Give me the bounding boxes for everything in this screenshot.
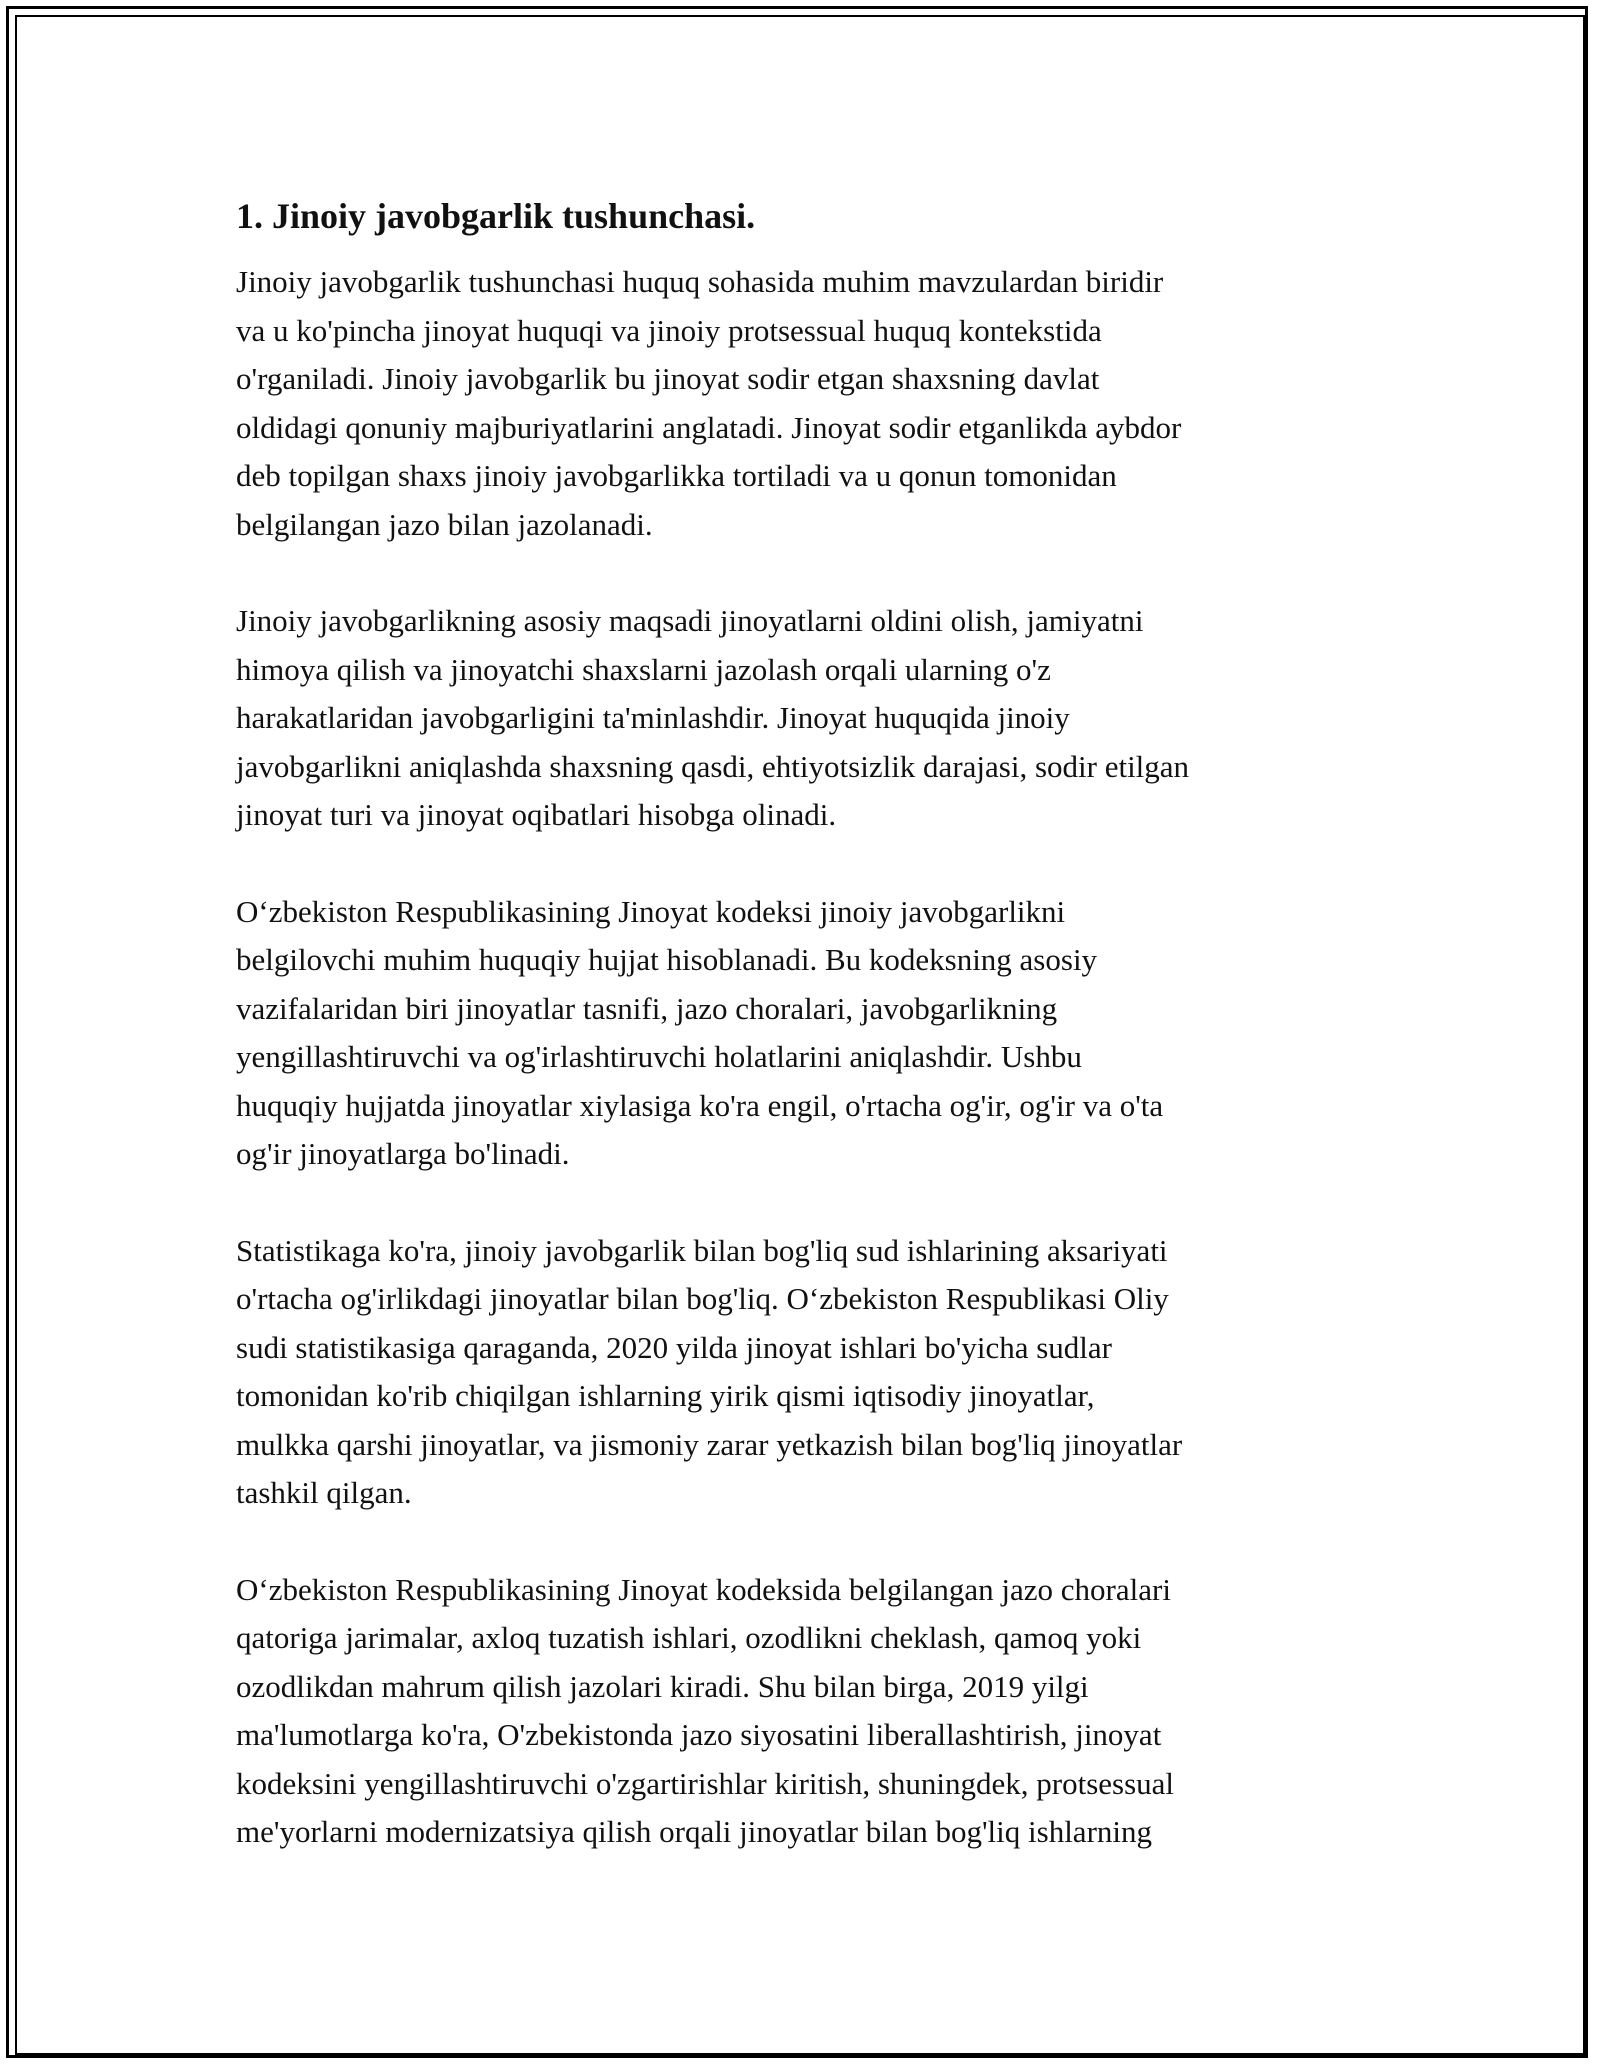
text-line: javobgarlikni aniqlashda shaxsning qasdi, ehtiyotsizlik darajasi, sodir etilgan [236, 748, 1190, 784]
text-line: oldidagi qonuniy majburiyatlarini anglatadi. Jinoyat sodir etganlikda aybdor [236, 409, 1182, 445]
text-line: belgilangan jazo bilan jazolanadi. [236, 506, 653, 542]
text-line: Jinoiy javobgarlik tushunchasi huquq sohasida muhim mavzulardan biridir [236, 264, 1164, 299]
text-line: O‘zbekiston Respublikasining Jinoyat kodeksi jinoiy javobgarlikni [236, 893, 1066, 929]
text-line: himoya qilish va jinoyatchi shaxslarni jazolash orqali ularning o'z [236, 651, 1051, 687]
text-line: tashkil qilgan. [236, 1475, 412, 1510]
text-line: vazifalaridan biri jinoyatlar tasnifi, jazo choralari, javobgarlikning [236, 990, 1058, 1026]
text-line: o'rganiladi. Jinoiy javobgarlik bu jinoyat sodir etgan shaxsning davlat [236, 361, 1100, 396]
text-line: huquqiy hujjatda jinoyatlar xiylasiga ko'ra engil, o'rtacha og'ir, og'ir va o'ta [236, 1087, 1164, 1123]
text-line: Statistikaga ko'ra, jinoiy javobgarlik bilan bog'liq sud ishlarining aksariyati [236, 1232, 1168, 1268]
text-line: o'rtacha og'irlikdagi jinoyatlar bilan bog'liq. O‘zbekiston Respublikasi Oliy [236, 1281, 1169, 1316]
text-line: mulkka qarshi jinoyatlar, va jismoniy zarar yetkazish bilan bog'liq jinoyatlar [236, 1426, 1183, 1462]
text-line: va u ko'pincha jinoyat huquqi va jinoiy protsessual huquq kontekstida [236, 312, 1102, 348]
text-line: ozodlikdan mahrum qilish jazolari kiradi. Shu bilan birga, 2019 yilgi [236, 1668, 1089, 1704]
paragraph-1 [236, 258, 1386, 549]
text-line: me'yorlarni modernizatsiya qilish orqali jinoyatlar bilan bog'liq ishlarning [236, 1814, 1152, 1849]
text-line: ma'lumotlarga ko'ra, O'zbekistonda jazo siyosatini liberallashtirish, jinoyat [236, 1717, 1162, 1752]
paragraph-2 [236, 597, 1386, 840]
section-heading: 1. Jinoiy javobgarlik tushunchasi. [236, 196, 756, 236]
document-body [236, 192, 1386, 1905]
text-line: jinoyat turi va jinoyat oqibatlari hisobga olinadi. [236, 797, 837, 832]
paragraph-5 [236, 1566, 1386, 1857]
text-line: harakatlaridan javobgarligini ta'minlashdir. Jinoyat huquqida jinoiy [236, 700, 1070, 735]
text-line: sudi statistikasiga qaraganda, 2020 yilda jinoyat ishlari bo'yicha sudlar [236, 1329, 1112, 1365]
text-line: tomonidan ko'rib chiqilgan ishlarning yirik qismi iqtisodiy jinoyatlar, [236, 1378, 1095, 1413]
text-line: Jinoiy javobgarlikning asosiy maqsadi jinoyatlarni oldini olish, jamiyatni [236, 603, 1144, 638]
paragraph-3 [236, 888, 1386, 1179]
text-line: yengillashtiruvchi va og'irlashtiruvchi holatlarini aniqlashdir. Ushbu [236, 1039, 1082, 1074]
text-line: belgilovchi muhim huquqiy hujjat hisoblanadi. Bu kodeksning asosiy [236, 942, 1098, 977]
text-line: O‘zbekiston Respublikasining Jinoyat kodeksida belgilangan jazo choralari [236, 1571, 1171, 1607]
text-line: kodeksini yengillashtiruvchi o'zgartirishlar kiritish, shuningdek, protsessual [236, 1765, 1175, 1801]
paragraph-4 [236, 1227, 1386, 1518]
text-line: deb topilgan shaxs jinoiy javobgarlikka tortiladi va u qonun tomonidan [236, 458, 1117, 493]
text-line: qatoriga jarimalar, axloq tuzatish ishlari, ozodlikni cheklash, qamoq yoki [236, 1620, 1142, 1655]
text-line: og'ir jinoyatlarga bo'linadi. [236, 1136, 570, 1171]
